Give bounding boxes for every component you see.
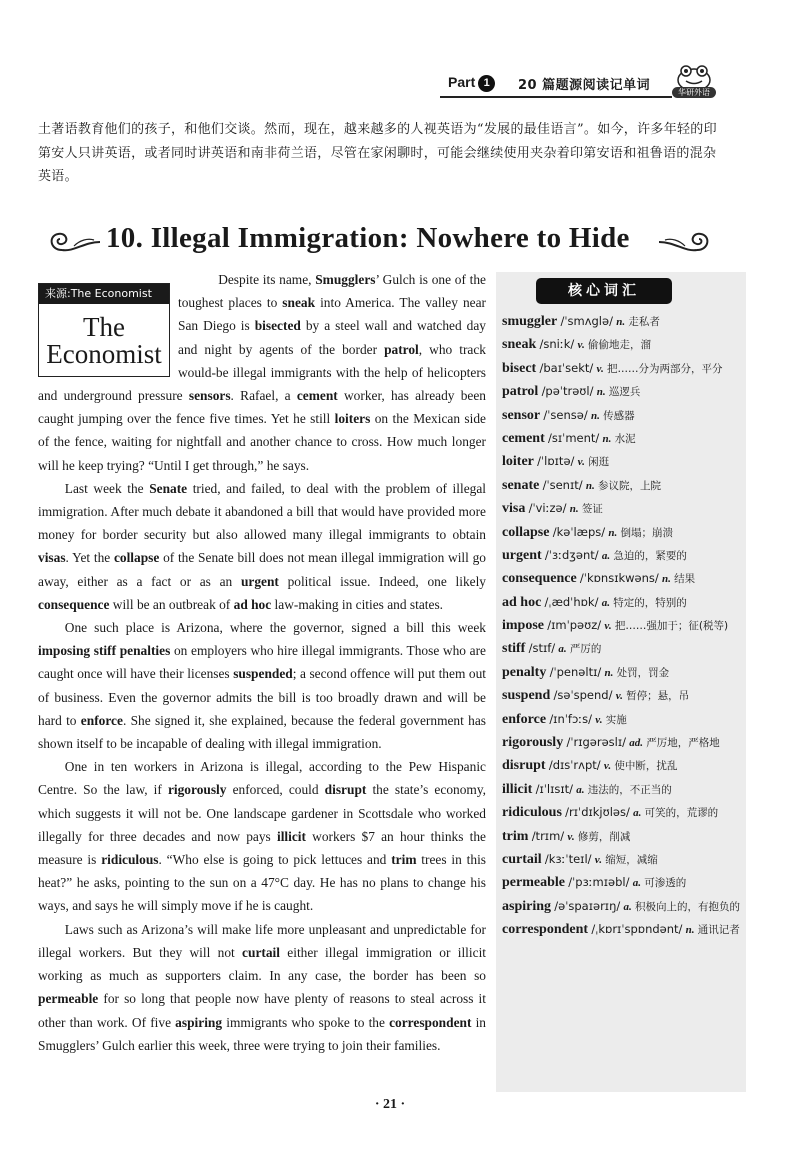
vocab-word: enforce <box>502 711 547 727</box>
vocab-pos: a. <box>623 900 632 913</box>
vocab-pos: v. <box>594 853 603 866</box>
vocab-meaning: 偷偷地走，溜 <box>587 339 651 352</box>
article-body <box>38 268 486 1098</box>
text-run: enforced, could <box>226 782 325 798</box>
key-term: ridiculous <box>101 852 159 868</box>
vocab-item <box>502 567 742 590</box>
vocab-word: permeable <box>502 875 565 891</box>
text-run: the state’s economy, which suggests it will not be. One landscape gardener in Scottsdale who worked illegally for three decades and now pays <box>38 782 486 844</box>
text-run: trees in this heat?” he asks, pointing to the sun on a 47°C day. He has no plans to change his ways, and says he will simply move if he is caught. <box>38 852 486 914</box>
vocab-pos: n. <box>590 409 600 422</box>
vocab-phonetic: /ˈpɜːmɪəbl/ <box>568 875 630 890</box>
key-term: disrupt <box>324 782 367 798</box>
vocab-meaning: 可笑的，荒谬的 <box>644 807 719 820</box>
text-run: Despite its name, <box>218 272 316 287</box>
vocab-word: trim <box>502 828 529 844</box>
vocab-meaning: 处罚，罚金 <box>616 666 670 679</box>
vocab-phonetic: /ˈrɪgərəslɪ/ <box>566 735 627 750</box>
vocab-meaning: 违法的，不正当的 <box>587 783 672 796</box>
vocab-pos: n. <box>608 526 618 539</box>
vocab-item <box>502 450 742 473</box>
text-run: either illegal immigration or illicit working as much as supporters claim. In any case, the border has been so <box>38 944 487 984</box>
vocab-meaning: 通讯记者 <box>697 924 740 937</box>
vocab-word: loiter <box>502 454 534 470</box>
vocab-pos: ad. <box>629 737 644 750</box>
vocab-phonetic: /ˈpenəltɪ/ <box>549 664 602 679</box>
vocab-pos: n. <box>602 432 612 445</box>
text-run: in Smugglers’ Gulch earlier this week, three were trying to join their families. <box>38 1014 486 1053</box>
vocab-word: smuggler <box>502 314 558 329</box>
key-term: rigorously <box>167 782 227 798</box>
vocab-pos: n. <box>585 479 595 492</box>
text-run: for so long that people now have plenty of reasons to steal across it other than work. Of five <box>38 991 486 1030</box>
vocab-phonetic: /baɪˈsekt/ <box>539 360 594 375</box>
vocab-phonetic: /sɪˈment/ <box>548 430 600 445</box>
text-run: political issue. Indeed, one likely <box>278 573 486 589</box>
vocab-meaning: 传感器 <box>603 409 635 422</box>
vocab-item <box>502 637 742 660</box>
text-run: on employers who hire illegal immigrants. Those who are caught once will have their licenses <box>38 643 486 682</box>
vocab-meaning: 结果 <box>674 573 696 586</box>
source-label: 来源:The Economist <box>39 284 169 304</box>
text-run: . She signed it, she explained, because the federal government has shown itself to be incapable of dealing with illegal immigration. <box>38 712 486 752</box>
vocab-phonetic: /ˈsenɪt/ <box>542 477 583 492</box>
key-term: visas <box>38 550 66 566</box>
vocab-word: aspiring <box>502 898 552 914</box>
page-number: · 21 · <box>374 1097 406 1112</box>
key-term: Smugglers <box>315 272 376 287</box>
vocab-word: consequence <box>502 571 577 587</box>
vocab-word: stiff <box>502 641 526 657</box>
vocab-meaning: 签证 <box>581 503 603 516</box>
text-run: into America. The valley near San Diego is <box>178 295 486 334</box>
article-paragraph <box>38 477 486 616</box>
vocab-phonetic: /səˈspend/ <box>553 688 613 703</box>
vocab-item <box>502 404 742 427</box>
key-term: permeable <box>38 991 99 1007</box>
vocab-word: collapse <box>502 524 550 540</box>
vocab-meaning: 特定的，特别的 <box>613 596 687 609</box>
key-term: collapse <box>113 550 160 566</box>
vocab-word: correspondent <box>502 922 589 938</box>
vocab-meaning: 可渗透的 <box>644 877 687 890</box>
vocab-word: ad hoc <box>502 594 542 610</box>
vocab-pos: n. <box>685 924 695 937</box>
vocab-pos: a. <box>576 783 585 796</box>
vocab-pos: a. <box>601 549 611 562</box>
text-run: immigrants who spoke to the <box>222 1014 390 1030</box>
article-title: 10. Illegal Immigration: Nowhere to Hide <box>106 222 630 254</box>
vocab-meaning: 严厉的 <box>569 643 602 656</box>
article-paragraph <box>38 918 486 1057</box>
vocab-meaning: 严厉地，严格地 <box>646 737 720 750</box>
vocab-item <box>502 310 742 333</box>
vocab-item <box>502 895 742 918</box>
vocab-pos: v. <box>577 339 585 352</box>
text-run: Last week the <box>64 480 150 496</box>
key-term: patrol <box>384 341 419 357</box>
key-term: trim <box>391 852 417 868</box>
vocab-word: illicit <box>502 781 533 797</box>
vocab-item <box>502 801 742 824</box>
vocab-phonetic: /pəˈtrəʊl/ <box>541 384 594 399</box>
key-term: bisected <box>254 318 301 334</box>
key-term: illicit <box>276 828 306 844</box>
vocab-meaning: 把……分为两部分，平分 <box>606 362 723 375</box>
article-paragraph <box>38 755 486 917</box>
vocab-word: senate <box>502 477 540 493</box>
vocab-item <box>502 544 742 567</box>
vocab-panel <box>496 272 746 1092</box>
text-run: of the Senate bill does not mean illegal immigration will go away, either as a fact or as an <box>38 550 486 589</box>
vocab-pos: a. <box>601 596 610 609</box>
vocab-item <box>502 731 742 754</box>
key-term: sneak <box>282 295 316 311</box>
vocab-phonetic: /ˈkɒnsɪkwəns/ <box>579 571 659 586</box>
text-run: . “Who else is going to pick lettuces and <box>158 852 392 868</box>
key-term: ad hoc <box>233 596 272 612</box>
vocab-phonetic: /ˌkɒrɪˈspɒndənt/ <box>591 922 683 937</box>
text-run: on the Mexican side of the fence, waiting for nightfall and another chance to cross. How much longer will he keep trying? “Until I get through,” he says. <box>38 411 486 473</box>
vocab-pos: n. <box>569 503 579 516</box>
vocab-phonetic: /kəˈlæps/ <box>552 524 606 539</box>
swirl-ornament-right-icon <box>657 228 715 258</box>
vocab-word: sensor <box>502 407 541 423</box>
vocab-pos: n. <box>604 666 614 679</box>
vocab-list <box>502 310 742 942</box>
vocab-meaning: 暂停；悬，吊 <box>626 690 690 703</box>
vocab-meaning: 实施 <box>605 713 627 726</box>
vocab-word: disrupt <box>502 758 546 774</box>
key-term: correspondent <box>389 1014 472 1030</box>
key-term: cement <box>296 388 338 404</box>
vocab-item <box>502 825 742 848</box>
text-run: law-making in cities and states. <box>271 596 444 612</box>
text-run: ; a second offence will put them out of business. Even the governor admits the bill is too broadly drawn and will be hard to <box>38 666 487 728</box>
text-run: , who track would-be illegal immigrants with the help of helicopters and underground pressure <box>38 341 486 404</box>
text-run: Laws such as Arizona’s will make life more unpleasant and unpredictable for illegal workers. But they will not <box>38 921 486 960</box>
vocab-item <box>502 521 742 544</box>
header-rule <box>440 96 672 98</box>
vocab-word: cement <box>502 430 545 446</box>
key-term: urgent <box>240 573 279 589</box>
vocab-item <box>502 614 742 637</box>
vocab-pos: v. <box>604 620 612 633</box>
vocab-phonetic: /ˈɜːdʒənt/ <box>544 547 599 562</box>
vocab-word: curtail <box>502 851 542 867</box>
vocab-phonetic: /sniːk/ <box>539 337 575 352</box>
text-run: ’ Gulch is one of the toughest places to <box>178 272 486 311</box>
vocab-phonetic: /ˈsensə/ <box>543 407 588 422</box>
vocab-phonetic: /ɪmˈpəʊz/ <box>547 618 602 633</box>
vocab-pos: v. <box>596 362 604 375</box>
vocab-phonetic: /ˈviːzə/ <box>528 501 567 516</box>
text-run: workers $7 an hour thinks the measure is <box>38 828 486 868</box>
vocab-phonetic: /ɪˈlɪsɪt/ <box>535 781 574 796</box>
vocab-meaning: 把……强加于；征(税等) <box>614 620 729 633</box>
vocab-pos: a. <box>632 877 641 890</box>
vocab-phonetic: /stɪf/ <box>528 641 556 656</box>
vocab-meaning: 闲逛 <box>588 456 610 469</box>
vocab-pos: v. <box>567 830 575 843</box>
key-term: loiters <box>334 411 371 427</box>
vocab-item <box>502 848 742 871</box>
article-paragraph <box>38 616 486 755</box>
vocab-item <box>502 380 742 403</box>
vocab-meaning: 积极向上的，有抱负的 <box>634 900 740 913</box>
source-brand-line1: The <box>83 312 125 342</box>
vocab-word: ridiculous <box>502 805 562 821</box>
vocab-item <box>502 778 742 801</box>
vocab-word: suspend <box>502 688 551 704</box>
vocab-word: urgent <box>502 547 542 563</box>
vocab-pos: n. <box>596 386 606 399</box>
vocab-phonetic: /ɪnˈfɔːs/ <box>549 711 593 726</box>
vocab-phonetic: /rɪˈdɪkjʊləs/ <box>565 805 630 820</box>
vocab-pos: a. <box>633 807 642 820</box>
vocab-item <box>502 474 742 497</box>
vocab-meaning: 倒塌；崩溃 <box>620 526 674 539</box>
vocab-pos: n. <box>662 573 671 586</box>
intro-paragraph: 土著语教育他们的孩子，和他们交谈。然而，现在，越来越多的人视英语为“发展的最佳语言”。如今，许多年轻的印第安人只讲英语，或者同时讲英语和南非荷兰语，尽管在家闲聊时，可能会继续使用夹杂着印第安语和祖鲁语的混杂英语。 <box>38 122 717 184</box>
text-run: . Yet the <box>65 550 114 566</box>
vocab-word: sneak <box>502 337 537 353</box>
source-box-spacer <box>38 268 178 380</box>
vocab-phonetic: /ˈlɒɪtə/ <box>537 454 575 469</box>
source-brand-line2: Economist <box>46 339 162 369</box>
vocab-meaning: 修剪，削减 <box>577 830 631 843</box>
text-run: One in ten workers in Arizona is illegal, according to the Pew Hispanic Centre. So the law, if <box>38 759 486 798</box>
vocab-word: patrol <box>502 384 539 400</box>
vocab-word: penalty <box>502 664 547 680</box>
vocab-meaning: 急迫的，紧要的 <box>613 549 687 562</box>
vocab-meaning: 缩短，减缩 <box>605 853 658 866</box>
vocab-phonetic: /ˈsmʌglə/ <box>560 314 613 328</box>
key-term: enforce <box>80 712 123 728</box>
vocab-pos: v. <box>615 690 623 703</box>
vocab-item <box>502 497 742 520</box>
part-number-badge: 1 <box>478 75 495 92</box>
text-run: worker, has already been caught jumping over the fence five times. Yet he still <box>38 388 486 427</box>
vocab-heading: 核心词汇 <box>536 278 672 304</box>
vocab-meaning: 走私者 <box>628 316 660 328</box>
text-run: by a steel wall and watched day and night by agents of the border <box>178 318 486 357</box>
text-run: . Rafael, a <box>230 388 297 404</box>
vocab-pos: v. <box>577 456 585 469</box>
vocab-meaning: 使中断，扰乱 <box>614 760 678 773</box>
key-term: consequence <box>38 596 110 612</box>
text-run: One such place is Arizona, where the governor, signed a bill this week <box>64 620 486 636</box>
vocab-pos: a. <box>558 643 567 656</box>
vocab-phonetic: /ˌædˈhɒk/ <box>544 594 599 609</box>
key-term: sensors <box>188 388 231 404</box>
logo-text: 华研外语 <box>672 87 716 98</box>
vocab-item <box>502 708 742 731</box>
part-label: Part 1 <box>448 74 495 92</box>
article-title-bar <box>44 222 714 266</box>
vocab-phonetic: /trɪm/ <box>531 828 565 843</box>
vocab-item <box>502 871 742 894</box>
key-term: curtail <box>242 944 280 960</box>
page-header <box>440 62 710 98</box>
key-term: aspiring <box>175 1014 223 1030</box>
vocab-phonetic: /kɜːˈteɪl/ <box>544 851 592 866</box>
vocab-item <box>502 661 742 684</box>
vocab-item <box>502 357 742 380</box>
vocab-item <box>502 427 742 450</box>
key-term: imposing stiff penalties <box>38 643 171 659</box>
text-run: will be an outbreak of <box>109 596 234 612</box>
vocab-word: bisect <box>502 360 537 376</box>
vocab-phonetic: /əˈspaɪərɪŋ/ <box>554 898 621 913</box>
key-term: Senate <box>149 480 188 496</box>
vocab-meaning: 水泥 <box>614 432 636 445</box>
vocab-item <box>502 333 742 356</box>
vocab-item <box>502 684 742 707</box>
key-term: suspended <box>233 666 293 682</box>
vocab-item <box>502 918 742 941</box>
vocab-word: rigorously <box>502 735 564 751</box>
text-run: tried, and failed, to deal with the problem of illegal immigration. After much debate it abandoned a bill that would have provided more money for border security but also allowed many illegal immigrants to obtain <box>38 480 487 543</box>
vocab-word: visa <box>502 501 526 517</box>
vocab-pos: v. <box>603 760 612 773</box>
vocab-meaning: 巡逻兵 <box>608 386 641 399</box>
vocab-meaning: 参议院，上院 <box>598 479 662 492</box>
section-title: 20 篇题源阅读记单词 <box>518 78 651 93</box>
vocab-phonetic: /dɪsˈrʌpt/ <box>548 758 601 773</box>
vocab-pos: v. <box>595 713 603 726</box>
swirl-ornament-left-icon <box>44 228 102 258</box>
vocab-item <box>502 754 742 777</box>
vocab-pos: n. <box>616 316 626 328</box>
vocab-item <box>502 591 742 614</box>
vocab-word: impose <box>502 618 544 634</box>
